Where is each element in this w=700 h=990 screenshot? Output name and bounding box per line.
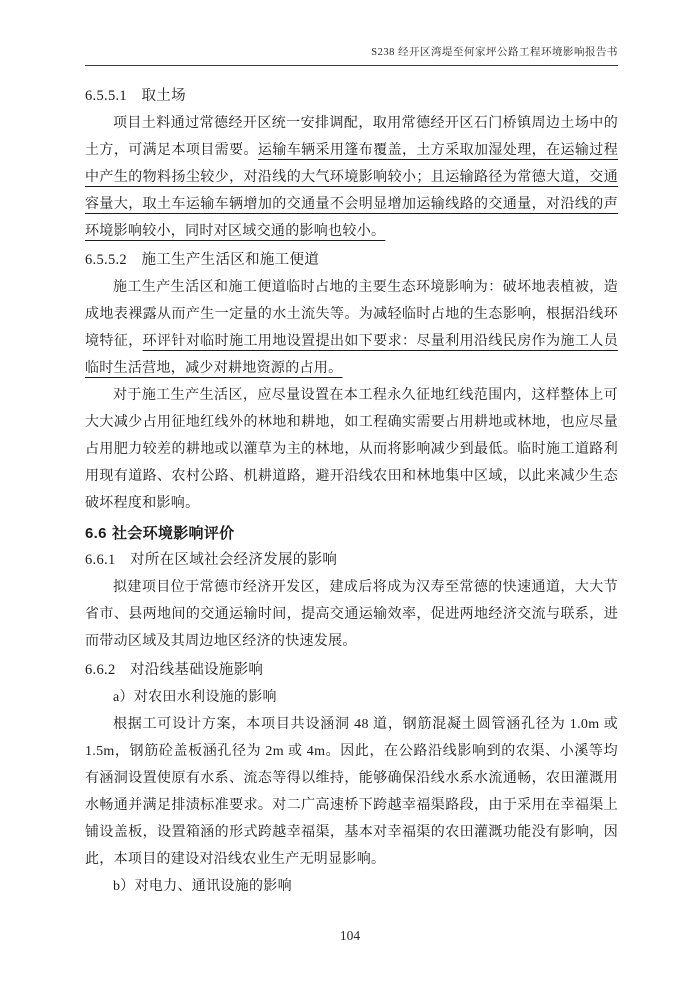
heading-title: 施工生产生活区和施工便道: [141, 252, 320, 268]
heading-6-5-5-2: [85, 247, 618, 274]
heading-title: 对所在区域社会经济发展的影响: [130, 552, 338, 568]
page-header: [85, 46, 618, 66]
heading-title: 社会环境影响评价: [112, 525, 235, 542]
paragraph-borrow-site: [85, 110, 618, 245]
heading-number: 6.5.5.1: [85, 88, 127, 104]
heading-6-6-1: [85, 547, 618, 574]
heading-number: 6.5.5.2: [85, 252, 127, 268]
heading-6-5-5-1: [85, 83, 618, 110]
paragraph-text: 施工生产生活区和施工便道临时占地的主要生态环境影响为：破坏地表植被，造成地表裸露从而产生一定量的水土流失等。为减轻临时占地的生态影响，根据沿线环境特征，: [85, 280, 618, 349]
header-title: S238 经开区湾堤至何家坪公路工程环境影响报告书: [371, 47, 618, 58]
paragraph-culverts: 根据工可设计方案，本项目共设涵洞 48 道，钢筋混凝土圆管涵孔径为 1.0m 或 1.5m，钢筋砼盖板涵孔径为 2m 或 4m。因此，在公路沿线影响到的农渠、小溪等均有涵洞设置使原有水系、流态等得以维持，能够确保沿线水系水流通畅，农田灌溉用水畅通并满足排渍标准要求。对二广高速桥下跨越幸福渠路段，由于采用在幸福渠上铺设盖板，设置箱涵的形式跨越幸福渠，基本对幸福渠的农田灌溉功能没有影响，因此，本项目的建设对沿线农业生产无明显影响。: [85, 717, 618, 867]
underlined-text: 运输车辆采用篷布覆盖，土方采取加湿处理，在运输过程中产生的物料扬尘较少，对沿线的大气环境影响较小；且运输路径为常德大道，交通容量大，取土车运输车辆增加的交通量不会明显增加运输线路的交通量，对沿线的声环境影响较小，同时对区域交通的影响也较小。: [85, 143, 618, 239]
paragraph-land-use: 对于施工生产生活区，应尽量设置在本工程永久征地红线范围内，这样整体上可大大减少占用征地红线外的林地和耕地，如工程确实需要占用耕地或林地，也应尽量占用肥力较差的耕地或以灌草为主的林地，从而将影响减少到最低。临时施工道路利用现有道路、农村公路、机耕道路，避开沿线农田和林地集中区域，以此来减少生态破坏程度和影响。: [85, 388, 618, 511]
header-rule: [85, 65, 618, 66]
paragraph-regional-economy: 拟建项目位于常德市经济开发区，建成后将成为汉寿至常德的快速通道，大大节省市、县两地间的交通运输时间，提高交通运输效率，促进两地经济交流与联系，进而带动区域及其周边地区经济的快速发展。: [85, 580, 618, 649]
heading-number: 6.6: [85, 525, 107, 542]
heading-6-6-2: [85, 657, 618, 684]
page-number: 104: [339, 928, 361, 943]
heading-number: 6.6.1: [85, 552, 116, 568]
heading-6-6: [85, 520, 618, 547]
underlined-text: 环评针对临时施工用地设置提出如下要求：尽量利用沿线民房作为施工人员临时生活营地，减少对耕地资源的占用。: [85, 334, 618, 376]
heading-number: 6.6.2: [85, 662, 116, 678]
list-item-a: a）对农田水利设施的影响: [113, 690, 277, 705]
heading-title: 取土场: [141, 88, 186, 104]
document-body: [85, 83, 618, 900]
paragraph-construction-camp: [85, 274, 618, 382]
list-item-b: b）对电力、通讯设施的影响: [113, 879, 292, 894]
paragraph-text: 项目土料通过常德经开区统一安排调配，取用常德经开区石门桥镇周边土场中的土方，可满足本项目需要。: [85, 116, 618, 158]
heading-title: 对沿线基础设施影响: [130, 662, 264, 678]
